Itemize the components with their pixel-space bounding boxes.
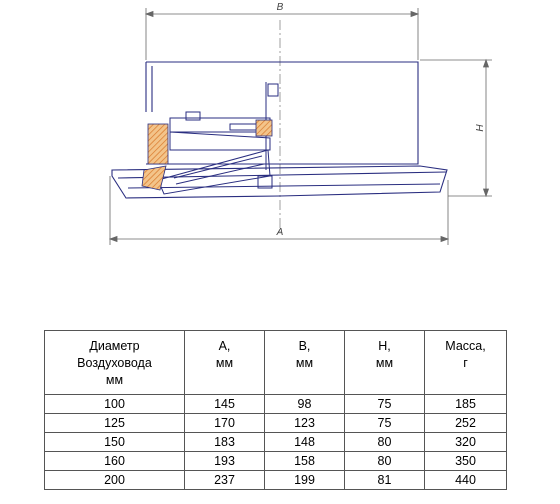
cell-mass: 440	[425, 471, 507, 490]
table-row	[45, 433, 507, 452]
table-row	[45, 395, 507, 414]
cell-h: 75	[345, 395, 425, 414]
header-b	[265, 331, 345, 395]
cell-h: 81	[345, 471, 425, 490]
cell-mass: 350	[425, 452, 507, 471]
header-a-label: А,	[218, 339, 231, 353]
header-h-label: H,	[378, 339, 391, 353]
header-mass-unit: г	[463, 356, 468, 370]
cell-diameter: 100	[45, 395, 185, 414]
dimension-a-label: A	[276, 227, 284, 238]
cell-b: 148	[265, 433, 345, 452]
header-h-unit: мм	[375, 356, 394, 370]
cell-a: 183	[185, 433, 265, 452]
header-b-label: B,	[298, 339, 311, 353]
cell-a: 170	[185, 414, 265, 433]
cell-mass: 185	[425, 395, 507, 414]
cell-mass: 252	[425, 414, 507, 433]
cell-mass: 320	[425, 433, 507, 452]
dimension-h-label: H	[475, 124, 486, 132]
cell-h: 80	[345, 452, 425, 471]
table-row	[45, 471, 507, 490]
dimension-b	[146, 8, 418, 60]
header-mass	[425, 331, 507, 395]
header-diameter-line2: Воздуховода	[77, 356, 152, 370]
header-diameter-unit: мм	[105, 373, 124, 387]
cell-a: 237	[185, 471, 265, 490]
header-h	[345, 331, 425, 395]
cell-b: 158	[265, 452, 345, 471]
cell-h: 80	[345, 433, 425, 452]
cell-a: 193	[185, 452, 265, 471]
dimension-b-label: B	[276, 2, 284, 13]
header-diameter-line1: Диаметр	[89, 339, 140, 353]
header-b-unit: мм	[295, 356, 314, 370]
header-a-unit: мм	[215, 356, 234, 370]
cell-b: 199	[265, 471, 345, 490]
header-diameter	[45, 331, 185, 395]
dimensions-table	[44, 330, 507, 490]
cell-diameter: 125	[45, 414, 185, 433]
cell-b: 98	[265, 395, 345, 414]
cell-b: 123	[265, 414, 345, 433]
table-header-row	[45, 331, 507, 395]
table-row	[45, 452, 507, 471]
diffuser-internals	[158, 82, 278, 194]
cell-diameter: 200	[45, 471, 185, 490]
cell-a: 145	[185, 395, 265, 414]
cell-h: 75	[345, 414, 425, 433]
cell-diameter: 160	[45, 452, 185, 471]
header-mass-label: Масса,	[445, 339, 486, 353]
header-a	[185, 331, 265, 395]
cell-diameter: 150	[45, 433, 185, 452]
table-row	[45, 414, 507, 433]
